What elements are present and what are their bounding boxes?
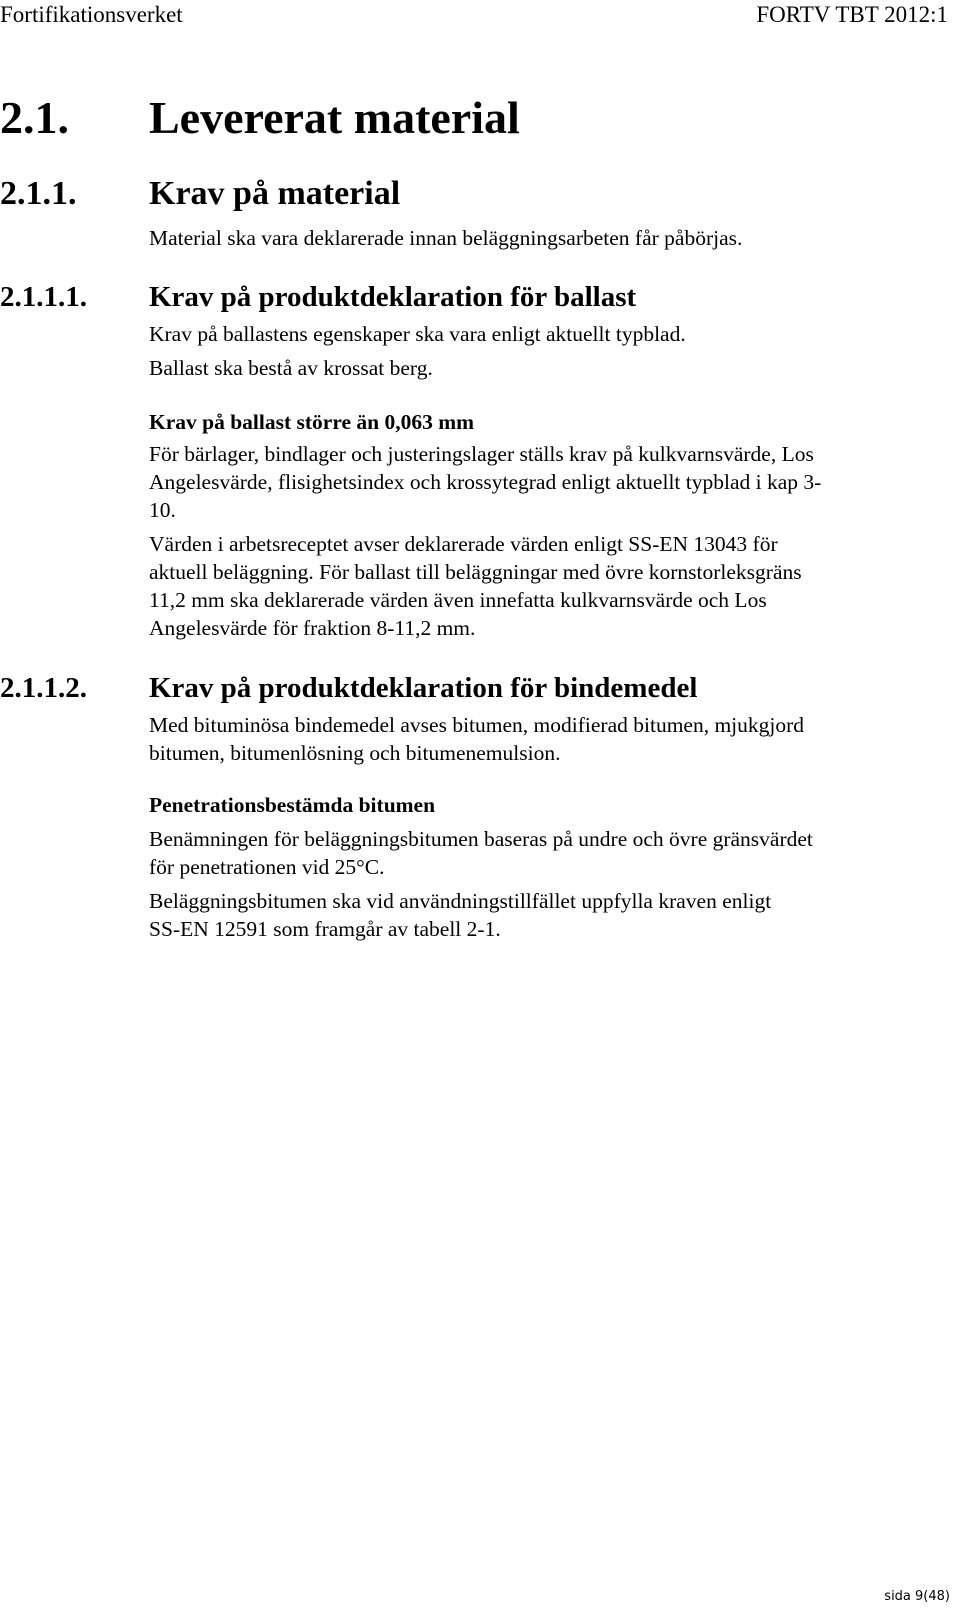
paragraph-line: 10.	[149, 498, 176, 522]
header-organization: Fortifikationsverket	[0, 2, 183, 27]
page-number: sida 9(48)	[884, 1589, 950, 1604]
paragraph-line: Angelesvärde för fraktion 8-11,2 mm.	[149, 616, 476, 640]
paragraph-line: för penetrationen vid 25°C.	[149, 855, 385, 879]
ballast-layers-paragraph	[149, 440, 821, 524]
paragraph-line: För bärlager, bindlager och justeringslager ställs krav på kulkvarnsvärde, Los	[149, 442, 814, 466]
bitumen-naming-paragraph	[149, 825, 813, 881]
ballast-subheading: Krav på ballast större än 0,063 mm	[149, 410, 475, 434]
section-number-2-1-1-1: 2.1.1.1.	[0, 281, 87, 313]
section-number-2-1-1-2: 2.1.1.2.	[0, 672, 87, 704]
paragraph-line: Benämningen för beläggningsbitumen baseras på undre och övre gränsvärdet	[149, 827, 813, 851]
section-number-2-1: 2.1.	[0, 92, 69, 143]
paragraph-line: Beläggningsbitumen ska vid användningstillfället uppfylla kraven enligt	[149, 889, 772, 913]
header-document-id: FORTV TBT 2012:1	[756, 2, 948, 27]
paragraph-line: 11,2 mm ska deklarerade värden även innefatta kulkvarnsvärde och Los	[149, 588, 767, 612]
paragraph-line: Med bituminösa bindemedel avses bitumen, modifierad bitumen, mjukgjord	[149, 713, 805, 737]
section-title-2-1-1-1: Krav på produktdeklaration för ballast	[149, 281, 637, 313]
section-number-2-1-1: 2.1.1.	[0, 175, 77, 212]
penetration-bitumen-subheading: Penetrationsbestämda bitumen	[149, 793, 436, 817]
work-recipe-paragraph	[149, 530, 802, 642]
ballast-requirements-paragraph: Krav på ballastens egenskaper ska vara enligt aktuellt typblad.	[149, 322, 686, 346]
paragraph-line: aktuell beläggning. För ballast till beläggningar med övre kornstorleksgräns	[149, 560, 802, 584]
paragraph-line: Värden i arbetsreceptet avser deklarerade värden enligt SS-EN 13043 för	[149, 532, 778, 556]
paragraph-line: SS-EN 12591 som framgår av tabell 2-1.	[149, 917, 501, 941]
ballast-crushed-rock-paragraph: Ballast ska bestå av krossat berg.	[149, 356, 433, 380]
bitumen-requirements-paragraph	[149, 887, 771, 943]
paragraph-line: bitumen, bitumenlösning och bitumenemulsion.	[149, 741, 561, 765]
section-title-2-1-1-2: Krav på produktdeklaration för bindemedel	[149, 672, 698, 704]
section-title-2-1-1: Krav på material	[149, 175, 401, 212]
section-title-2-1: Levererat material	[149, 92, 520, 143]
section-2-1-1-text: Material ska vara deklarerade innan beläggningsarbeten får påbörjas.	[149, 226, 743, 250]
binder-definition-paragraph	[149, 711, 804, 767]
paragraph-line: Angelesvärde, flisighetsindex och krossytegrad enligt aktuellt typblad i kap 3-	[149, 470, 822, 494]
